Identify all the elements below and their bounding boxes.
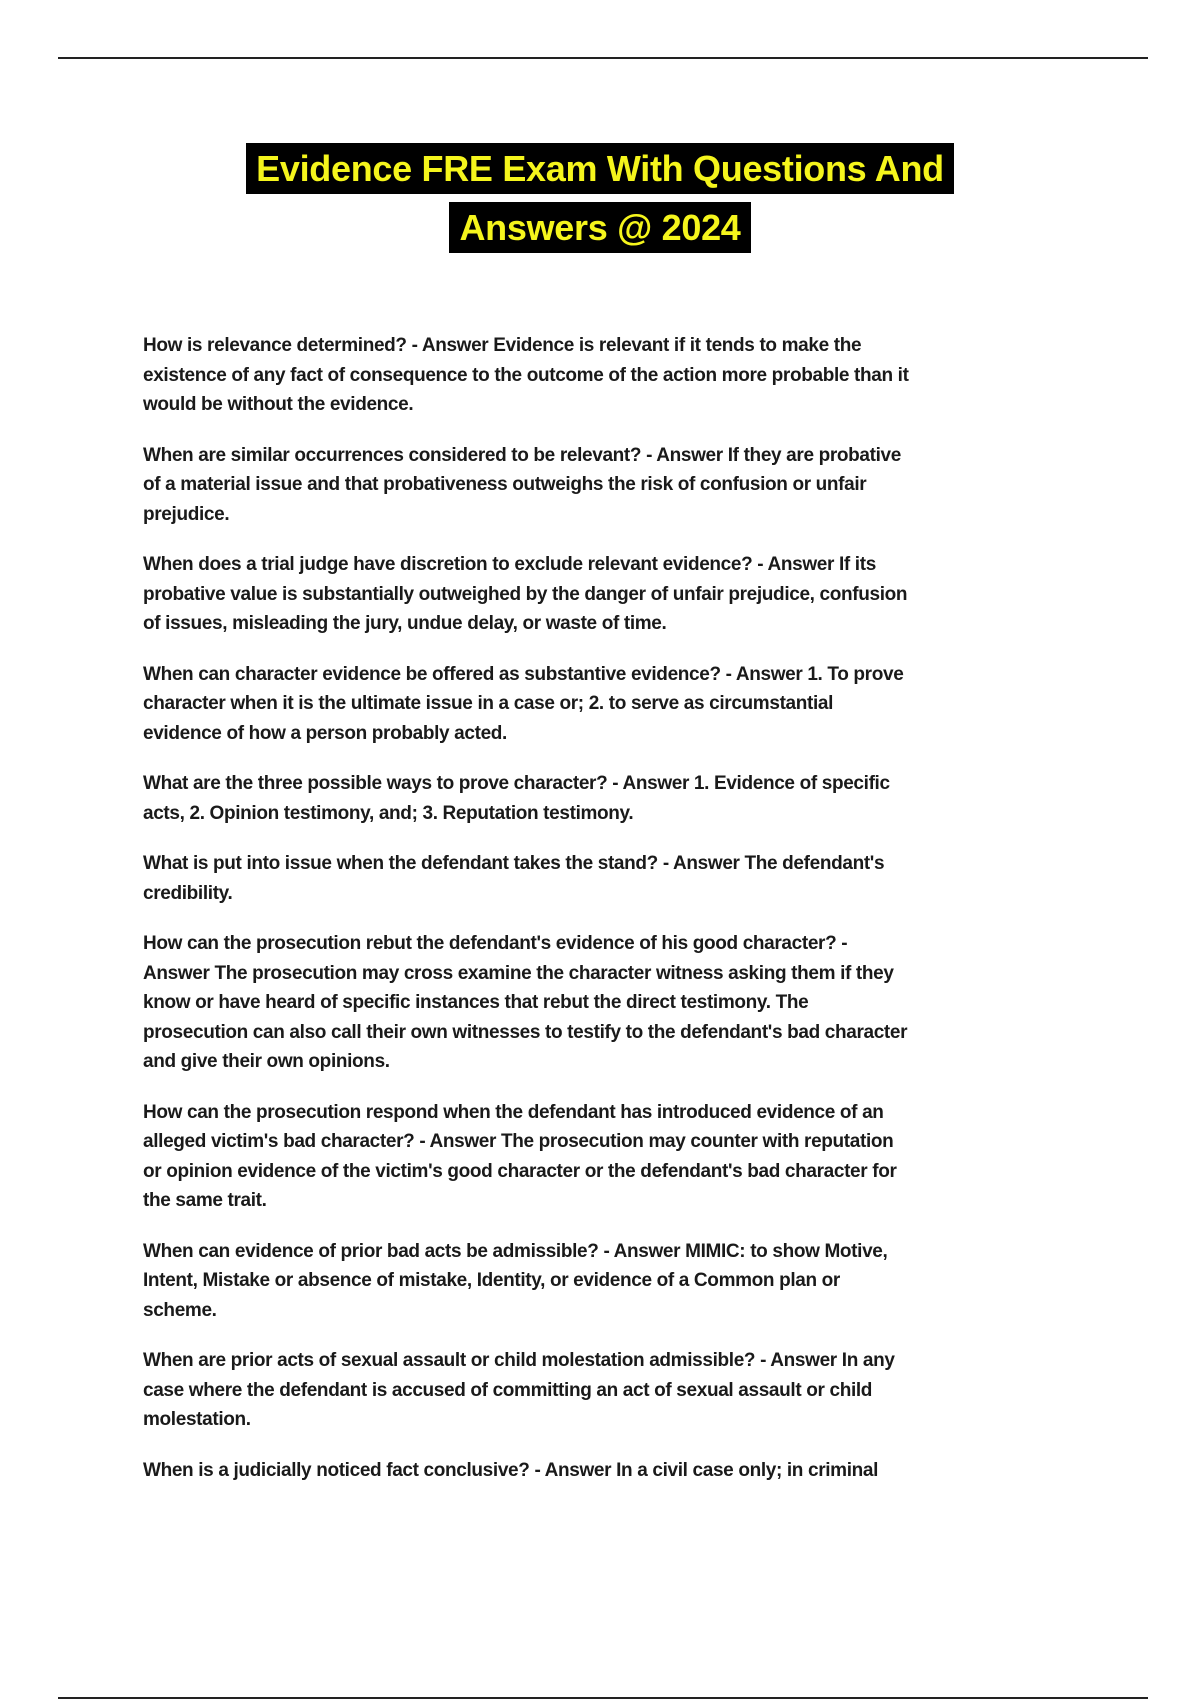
- qa-item: When does a trial judge have discretion to exclude relevant evidence? - Answer If its probative value is substantially outweighed by the danger of unfair prejudice, confusion of issues, misleading the jury, undue delay, or waste of time.: [143, 554, 908, 634]
- header-rule: [58, 57, 1148, 59]
- title-line-2: Answers @ 2024: [449, 202, 750, 253]
- document-title: [0, 143, 1200, 253]
- qa-item: How can the prosecution rebut the defendant's evidence of his good character? - Answer The prosecution may cross examine the character witness asking them if they know or have heard of specific instances that rebut the direct testimony. The prosecution can also call their own witnesses to testify to the defendant's bad character and give their own opinions.: [143, 933, 908, 1072]
- qa-item: When can evidence of prior bad acts be admissible? - Answer MIMIC: to show Motive, Intent, Mistake or absence of mistake, Identity, or evidence of a Common plan or scheme.: [143, 1240, 888, 1321]
- qa-list: [143, 331, 1103, 1506]
- qa-item: How is relevance determined? - Answer Evidence is relevant if it tends to make the existence of any fact of consequence to the outcome of the action more probable than it would be without the evidence.: [143, 335, 909, 415]
- title-line-1: Evidence FRE Exam With Questions And: [246, 143, 954, 194]
- qa-item: When can character evidence be offered as substantive evidence? - Answer 1. To prove character when it is the ultimate issue in a case or; 2. to serve as circumstantial evidence of how a person probably acted.: [143, 663, 904, 744]
- footer-rule: [58, 1697, 1148, 1699]
- qa-item: What are the three possible ways to prove character? - Answer 1. Evidence of specific acts, 2. Opinion testimony, and; 3. Reputation testimony.: [143, 773, 890, 824]
- qa-item: When are similar occurrences considered to be relevant? - Answer If they are probative of a material issue and that probativeness outweighs the risk of confusion or unfair prejudice.: [143, 444, 901, 525]
- qa-item: What is put into issue when the defendant takes the stand? - Answer The defendant's credibility.: [143, 853, 885, 904]
- qa-item: When are prior acts of sexual assault or child molestation admissible? - Answer In any case where the defendant is accused of committing an act of sexual assault or child molestation.: [143, 1350, 895, 1430]
- qa-item: When is a judicially noticed fact conclusive? - Answer In a civil case only; in criminal: [143, 1459, 879, 1481]
- qa-item: How can the prosecution respond when the defendant has introduced evidence of an alleged victim's bad character? - Answer The prosecution may counter with reputation or opinion evidence of the victim's good character or the defendant's bad character for the same trait.: [143, 1101, 897, 1211]
